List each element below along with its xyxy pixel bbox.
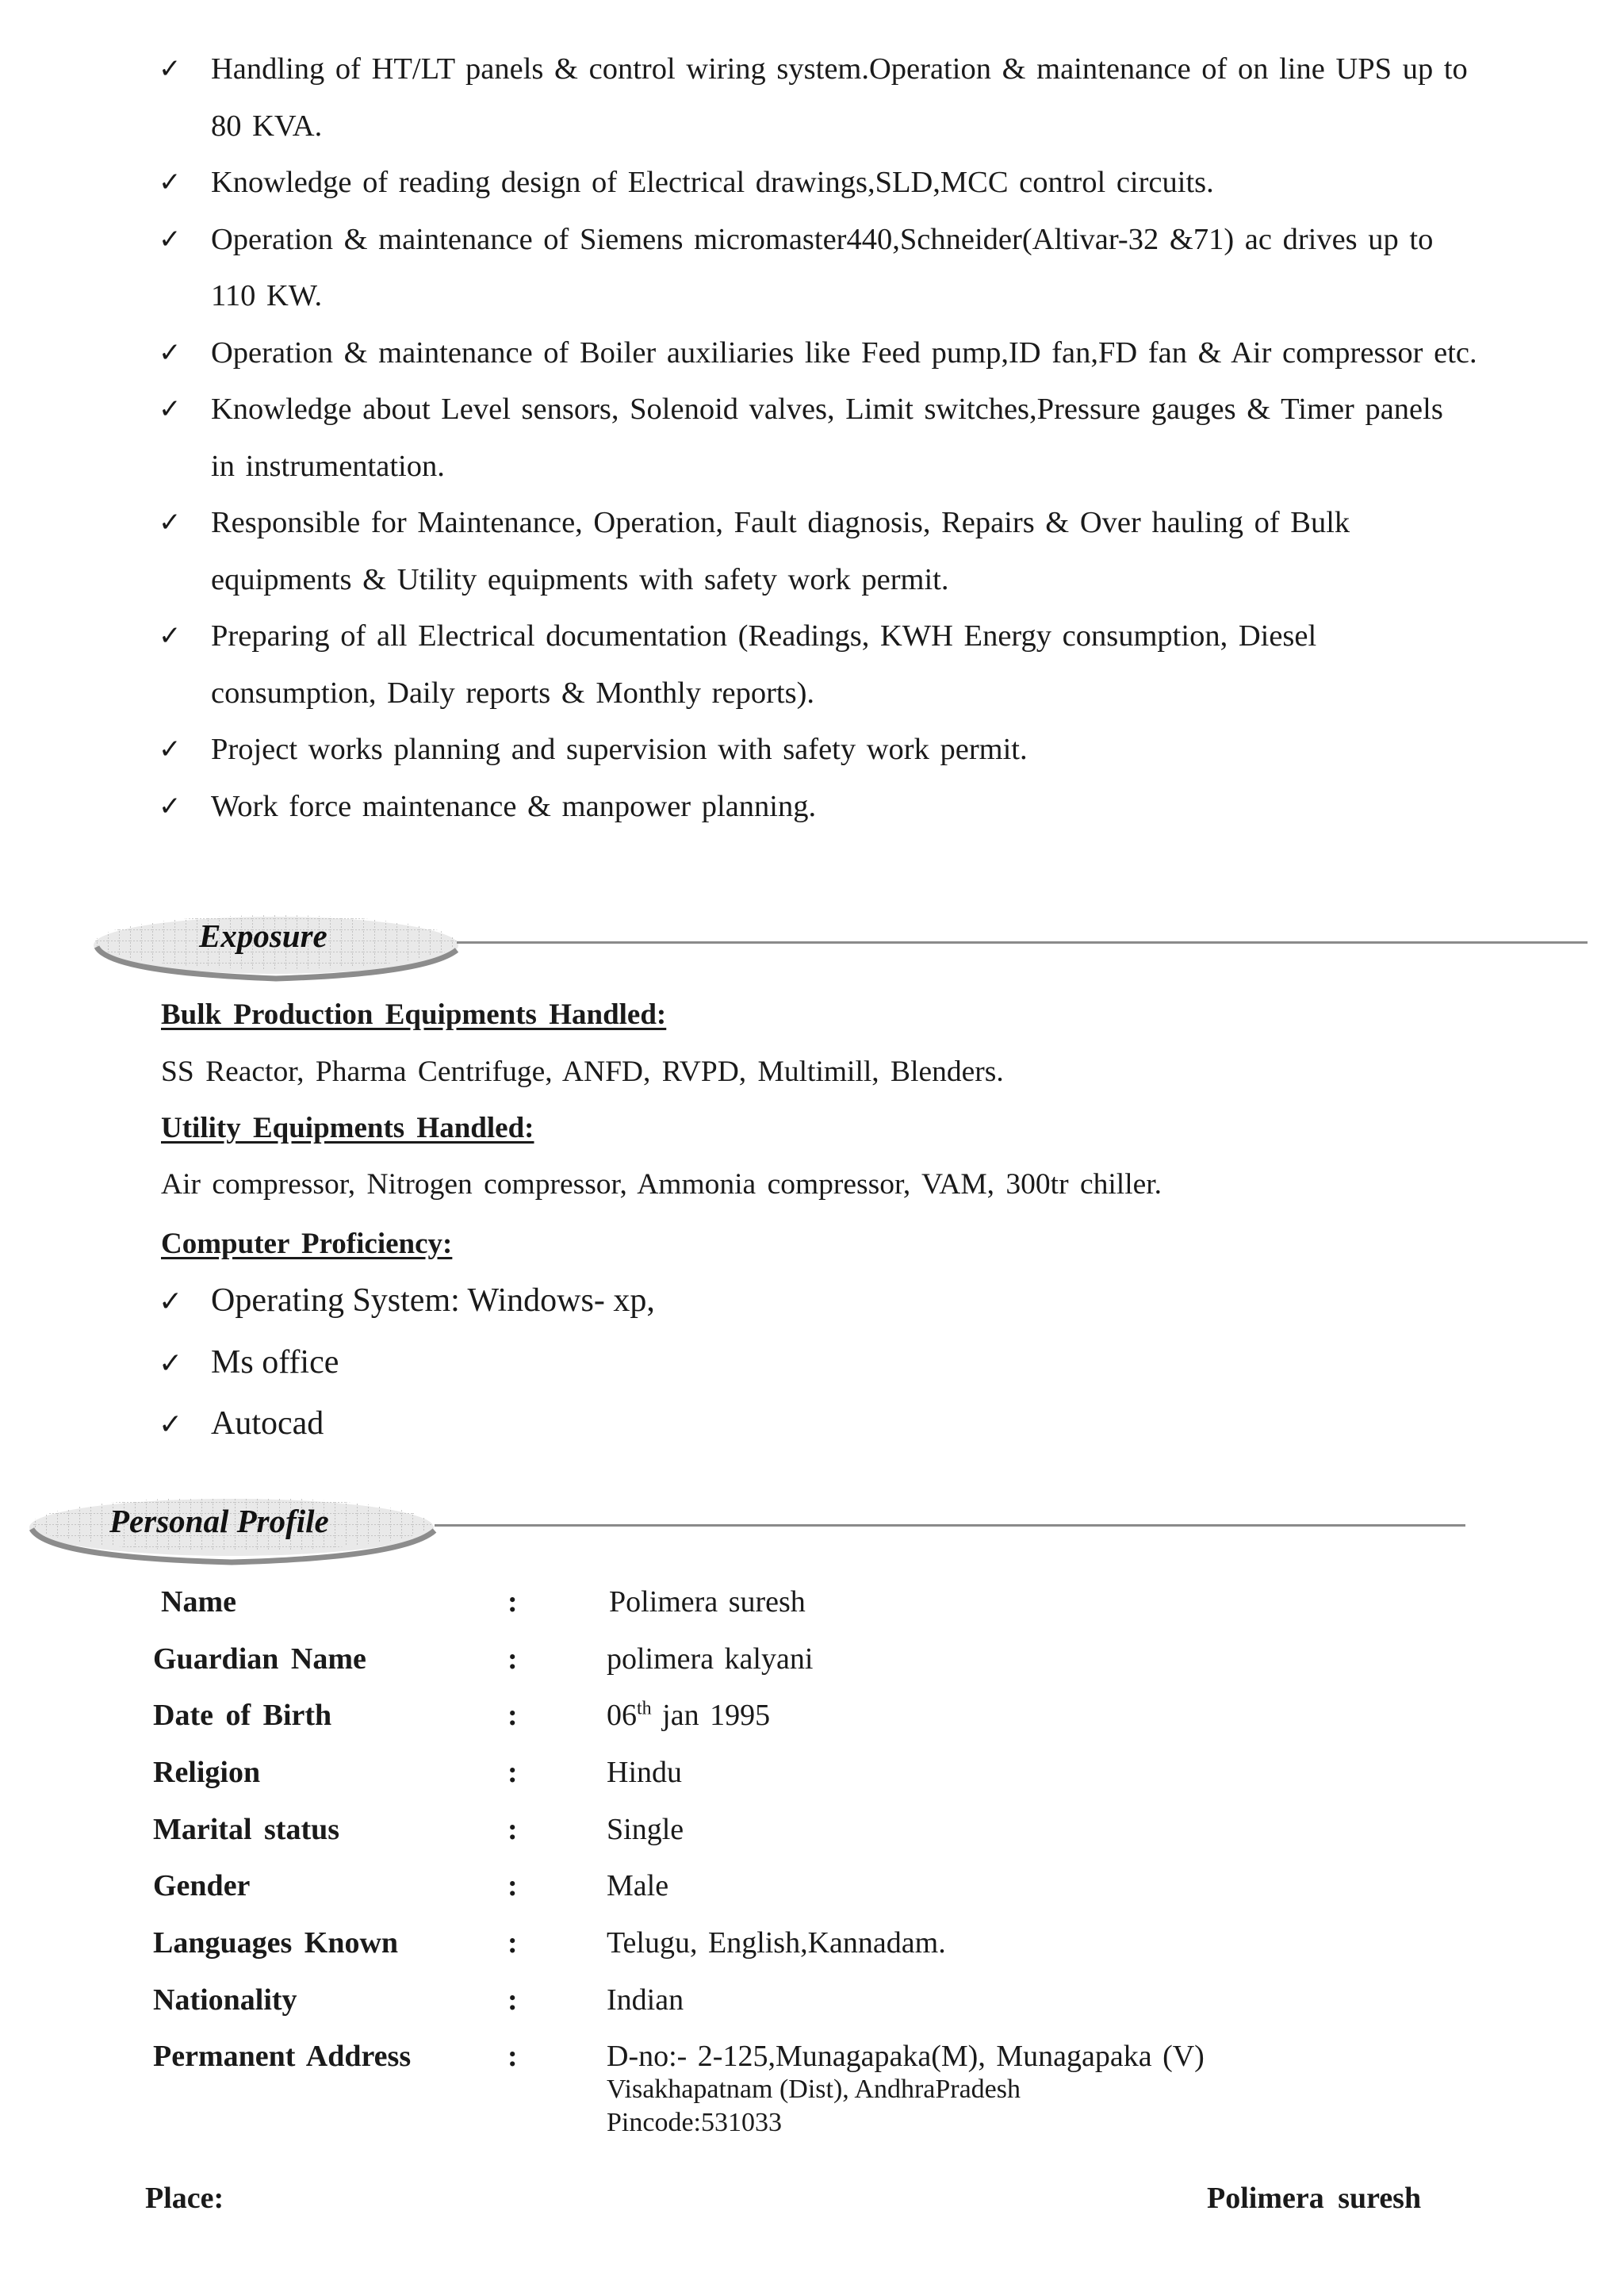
exposure-section-header xyxy=(86,896,1513,991)
computer-proficiency-heading: Computer Proficiency: xyxy=(161,1228,453,1260)
responsibility-item xyxy=(159,212,1554,325)
computer-item: ✓ Ms office xyxy=(159,1344,339,1381)
responsibility-text: Knowledge about Level sensors, Solenoid valves, Limit switches,Pressure gauges & Timer panels xyxy=(211,393,1443,426)
colon: : xyxy=(508,1813,518,1846)
checkmark-icon: ✓ xyxy=(159,507,182,538)
bulk-equipment-heading: Bulk Production Equipments Handled: xyxy=(161,998,667,1031)
languages-label: Languages Known xyxy=(153,1926,399,1960)
signature-name: Polimera suresh xyxy=(1207,2182,1422,2215)
religion-label: Religion xyxy=(153,1756,261,1789)
marital-value: Single xyxy=(607,1813,684,1846)
colon: : xyxy=(508,2040,518,2073)
colon: : xyxy=(508,1699,518,1732)
checkmark-icon: ✓ xyxy=(159,734,182,765)
exposure-divider xyxy=(457,941,1588,944)
responsibility-text: Operation & maintenance of Boiler auxiliaries like Feed pump,ID fan,FD fan & Air compressor etc. xyxy=(211,335,1477,370)
responsibility-item xyxy=(159,155,1554,212)
responsibility-text-continued: 110 KW. xyxy=(211,279,323,312)
checkmark-icon: ✓ xyxy=(159,620,182,652)
colon: : xyxy=(508,1983,518,2017)
colon: : xyxy=(508,1869,518,1902)
responsibility-item xyxy=(159,779,1554,836)
responsibility-text-continued: in instrumentation. xyxy=(211,449,445,483)
responsibility-text: Knowledge of reading design of Electrical drawings,SLD,MCC control circuits. xyxy=(211,166,1214,199)
profile-divider xyxy=(435,1524,1465,1527)
gender-label: Gender xyxy=(153,1869,251,1902)
responsibility-text: Preparing of all Electrical documentation (Readings, KWH Energy consumption, Diesel xyxy=(211,619,1317,653)
address-label: Permanent Address xyxy=(153,2040,412,2073)
checkmark-icon: ✓ xyxy=(159,1285,183,1318)
checkmark-icon: ✓ xyxy=(159,393,182,425)
checkmark-icon: ✓ xyxy=(159,167,182,198)
address-line-2: Visakhapatnam (Dist), AndhraPradesh xyxy=(607,2075,1021,2104)
exposure-title: Exposure xyxy=(199,918,327,954)
nationality-value: Indian xyxy=(607,1983,684,2017)
colon: : xyxy=(508,1642,518,1676)
dob-value: 06th jan 1995 xyxy=(607,1698,771,1732)
responsibility-item xyxy=(159,608,1554,722)
address-line-1: D-no:- 2-125,Munagapaka(M), Munagapaka (V) xyxy=(607,2040,1205,2073)
checkmark-icon: ✓ xyxy=(159,336,182,369)
computer-item: ✓ Operating System: Windows- xp, xyxy=(159,1282,655,1319)
responsibility-item xyxy=(159,495,1554,608)
responsibility-text-continued: consumption, Daily reports & Monthly reports). xyxy=(211,676,815,710)
bulk-equipment-text: SS Reactor, Pharma Centrifuge, ANFD, RVPD, Multimill, Blenders. xyxy=(161,1056,1004,1088)
languages-value: Telugu, English,Kannadam. xyxy=(607,1926,946,1960)
colon: : xyxy=(508,1585,518,1619)
address-line-3: Pincode:531033 xyxy=(607,2108,782,2137)
utility-equipment-text: Air compressor, Nitrogen compressor, Ammonia compressor, VAM, 300tr chiller. xyxy=(161,1168,1162,1201)
computer-item: ✓ Autocad xyxy=(159,1405,324,1442)
checkmark-icon: ✓ xyxy=(159,53,182,85)
responsibility-item xyxy=(159,381,1554,495)
name-label: Name xyxy=(161,1585,236,1619)
colon: : xyxy=(508,1926,518,1960)
responsibility-item xyxy=(159,722,1554,779)
responsibilities-list xyxy=(159,41,1554,835)
nationality-label: Nationality xyxy=(153,1983,297,2017)
profile-section-header xyxy=(24,1480,1451,1575)
profile-title: Personal Profile xyxy=(109,1503,329,1539)
colon: : xyxy=(508,1756,518,1789)
responsibility-text: Operation & maintenance of Siemens micromaster440,Schneider(Altivar-32 &71) ac drives up to xyxy=(211,222,1434,256)
guardian-value: polimera kalyani xyxy=(607,1642,814,1676)
name-value: Polimera suresh xyxy=(609,1585,806,1619)
responsibility-text-continued: 80 KVA. xyxy=(211,109,323,143)
responsibility-item xyxy=(159,325,1554,382)
marital-label: Marital status xyxy=(153,1813,340,1846)
gender-value: Male xyxy=(607,1869,669,1902)
responsibility-text: Work force maintenance & manpower planning. xyxy=(211,789,817,823)
checkmark-icon: ✓ xyxy=(159,223,182,255)
religion-value: Hindu xyxy=(607,1756,682,1789)
responsibility-text: Project works planning and supervision with safety work permit. xyxy=(211,733,1028,766)
checkmark-icon: ✓ xyxy=(159,1347,183,1380)
responsibility-item xyxy=(159,41,1554,155)
utility-equipment-heading: Utility Equipments Handled: xyxy=(161,1112,534,1144)
checkmark-icon: ✓ xyxy=(159,790,182,822)
responsibility-text: Responsible for Maintenance, Operation, Fault diagnosis, Repairs & Over hauling of Bulk xyxy=(211,506,1350,539)
place-label: Place: xyxy=(145,2182,224,2215)
responsibility-text-continued: equipments & Utility equipments with safety work permit. xyxy=(211,562,949,596)
checkmark-icon: ✓ xyxy=(159,1408,183,1441)
responsibility-text: Handling of HT/LT panels & control wiring system.Operation & maintenance of on line UPS up to xyxy=(211,52,1468,86)
guardian-label: Guardian Name xyxy=(153,1642,366,1676)
dob-label: Date of Birth xyxy=(153,1699,332,1732)
